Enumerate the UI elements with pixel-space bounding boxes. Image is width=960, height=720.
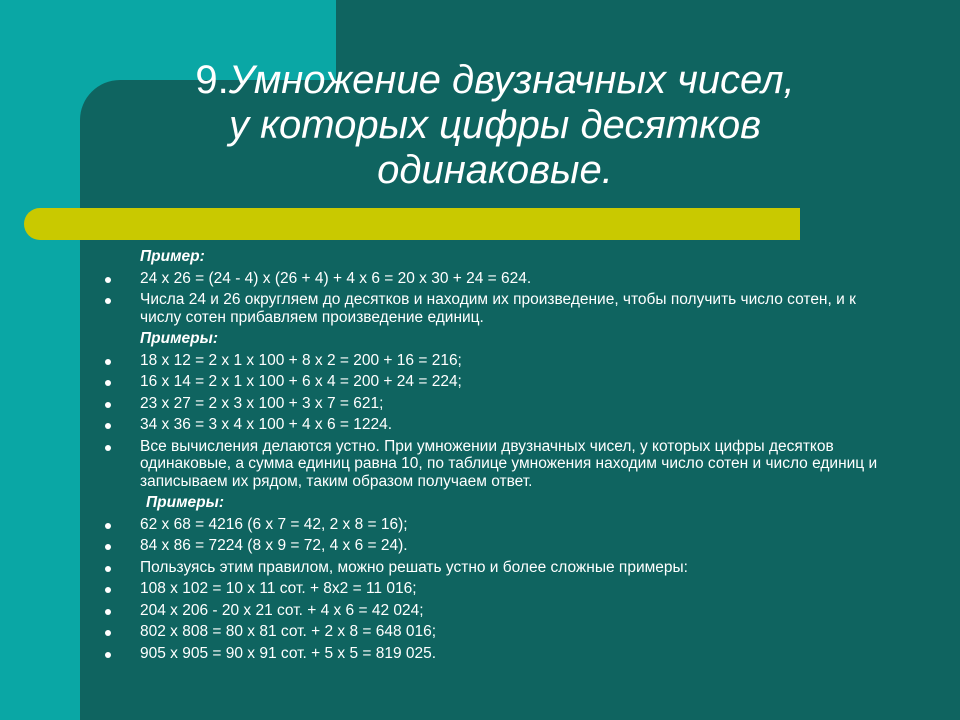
bullet-item: 905 x 905 = 90 x 91 сот. + 5 x 5 = 819 025. — [100, 645, 890, 663]
slide-content — [100, 248, 890, 666]
title-line-1-text: Умножение двузначных чисел, — [228, 58, 795, 102]
bullet-item: 24 x 26 = (24 - 4) x (26 + 4) + 4 x 6 = 20 x 30 + 24 = 624. — [100, 270, 890, 288]
bullet-item: 16 x 14 = 2 x 1 x 100 + 6 x 4 = 200 + 24 = 224; — [100, 373, 890, 391]
bullet-item: Числа 24 и 26 округляем до десятков и находим их произведение, чтобы получить число сотен, и к числу сотен прибавляем произведение единиц. — [100, 291, 890, 326]
accent-bar — [24, 208, 800, 240]
bullet-item: 204 x 206 - 20 x 21 сот. + 4 x 6 = 42 024; — [100, 602, 890, 620]
bullet-item: 108 x 102 = 10 x 11 сот. + 8x2 = 11 016; — [100, 580, 890, 598]
bullet-item: 18 x 12 = 2 x 1 x 100 + 8 x 2 = 200 + 16 = 216; — [100, 352, 890, 370]
bullet-item: 802 x 808 = 80 x 81 сот. + 2 x 8 = 648 016; — [100, 623, 890, 641]
title-line-2: у которых цифры десятков — [228, 103, 762, 147]
title-number: 9. — [195, 58, 229, 102]
bullet-item: 84 x 86 = 7224 (8 x 9 = 72, 4 x 6 = 24). — [100, 537, 890, 555]
examples-label: Примеры: — [140, 330, 219, 347]
bullet-item: 23 x 27 = 2 x 3 x 100 + 3 x 7 = 621; — [100, 395, 890, 413]
example-label: Пример: — [140, 248, 205, 265]
examples-label: Примеры: — [146, 494, 225, 511]
bullet-item: 62 x 68 = 4216 (6 x 7 = 42, 2 x 8 = 16); — [100, 516, 890, 534]
slide-title — [150, 58, 840, 193]
title-line-3: одинаковые. — [377, 148, 613, 192]
bullet-item: Все вычисления делаются устно. При умножении двузначных чисел, у которых цифры десятков одинаковые, а сумма единиц равна 10, по таблице умножения находим число сотен и число единиц и записываем их рядом, таким образом получаем ответ. — [100, 438, 890, 491]
bullet-item: Пользуясь этим правилом, можно решать устно и более сложные примеры: — [100, 559, 890, 577]
bullet-item: 34 x 36 = 3 x 4 x 100 + 4 x 6 = 1224. — [100, 416, 890, 434]
title-line-1 — [150, 58, 840, 103]
